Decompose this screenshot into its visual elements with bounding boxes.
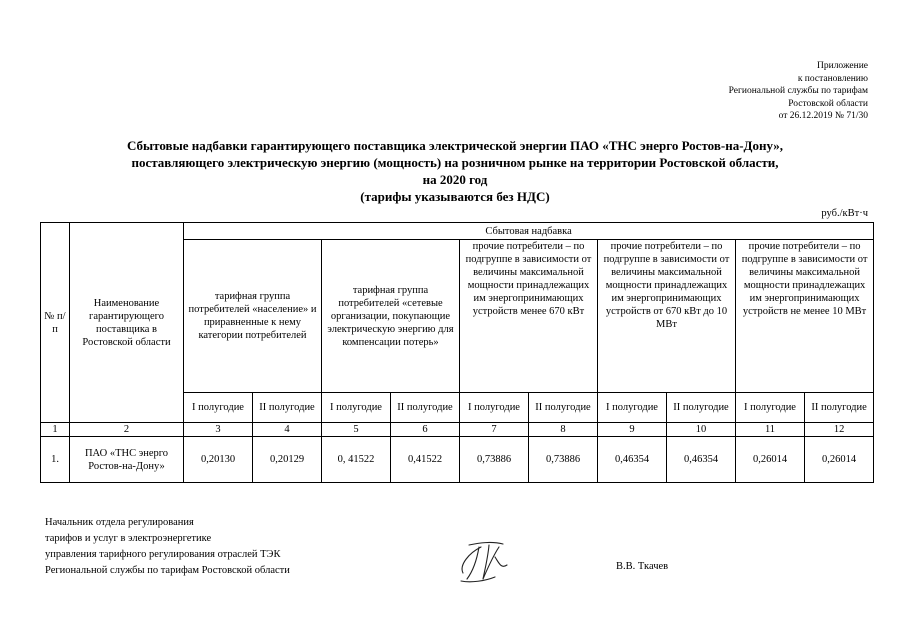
- col-name-header: Наименование гарантирующего поставщика в Ростовской области: [70, 223, 184, 423]
- column-number: 3: [184, 423, 253, 437]
- half-year-2: II полугодие: [667, 393, 736, 423]
- column-number: 10: [667, 423, 736, 437]
- unit-label: руб./кВт·ч: [821, 208, 868, 219]
- column-number: 5: [322, 423, 391, 437]
- group-header-under-670kw: прочие потребители – по подгруппе в зависимости от величины максимальной мощности принадлежащих им энергопринимающих устройств менее 670 кВт: [460, 240, 598, 393]
- half-year-1: I полугодие: [598, 393, 667, 423]
- footer-line: Региональной службы по тарифам Ростовской области: [45, 565, 290, 576]
- document-title: [40, 137, 870, 205]
- group-header-grid-organizations: тарифная группа потребителей «сетевые организации, покупающие электрическую энергию для компенсации потерь»: [322, 240, 460, 393]
- column-number-row: [41, 423, 874, 437]
- signatory-position: [45, 515, 290, 579]
- half-year-1: I полугодие: [322, 393, 391, 423]
- signer-name: В.В. Ткачев: [616, 561, 669, 572]
- tariff-value: 0,20129: [253, 437, 322, 483]
- appendix-line: Ростовской области: [788, 98, 868, 109]
- half-year-2: II полугодие: [805, 393, 874, 423]
- column-number: 9: [598, 423, 667, 437]
- column-number: 11: [736, 423, 805, 437]
- title-line: на 2020 год: [422, 172, 488, 187]
- tariff-value: 0,46354: [667, 437, 736, 483]
- column-number: 7: [460, 423, 529, 437]
- handwritten-signature: [455, 535, 510, 585]
- column-number: 8: [529, 423, 598, 437]
- tariff-value: 0,73886: [460, 437, 529, 483]
- title-line: поставляющего электрическую энергию (мощность) на розничном рынке на территории Ростовской области,: [131, 155, 779, 170]
- tariff-value: 0,20130: [184, 437, 253, 483]
- appendix-line: от 26.12.2019 № 71/30: [778, 111, 868, 121]
- group-header-row: [41, 223, 874, 240]
- half-year-1: I полугодие: [736, 393, 805, 423]
- col-number-header: № п/п: [41, 223, 70, 423]
- half-year-2: II полугодие: [529, 393, 598, 423]
- column-number: 4: [253, 423, 322, 437]
- half-year-1: I полугодие: [184, 393, 253, 423]
- title-line: Сбытовые надбавки гарантирующего поставщика электрической энергии ПАО «ТНС энерго Ростов-на-Дону»,: [126, 138, 784, 153]
- tariff-value: 0,41522: [391, 437, 460, 483]
- footer-line: тарифов и услуг в электроэнергетике: [45, 533, 212, 544]
- tariff-value: 0,46354: [598, 437, 667, 483]
- half-year-2: II полугодие: [253, 393, 322, 423]
- column-number: 12: [805, 423, 874, 437]
- group-header-population: тарифная группа потребителей «население» и приравненные к нему категории потребителей: [184, 240, 322, 393]
- row-number: 1.: [41, 437, 70, 483]
- half-year-1: I полугодие: [460, 393, 529, 423]
- title-line: (тарифы указываются без НДС): [360, 189, 550, 204]
- column-number: 1: [41, 423, 70, 437]
- tariff-table: [40, 222, 874, 483]
- group-header-over-10mw: прочие потребители – по подгруппе в зависимости от величины максимальной мощности принадлежащих им энергопринимающих устройств не менее 10 МВт: [736, 240, 874, 393]
- table-row: [41, 437, 874, 483]
- tariff-value: 0, 41522: [322, 437, 391, 483]
- column-number: 6: [391, 423, 460, 437]
- footer-line: управления тарифного регулирования отраслей ТЭК: [45, 549, 281, 560]
- tariff-value: 0,73886: [529, 437, 598, 483]
- tariff-value: 0,26014: [736, 437, 805, 483]
- half-year-2: II полугодие: [391, 393, 460, 423]
- column-number: 2: [70, 423, 184, 437]
- appendix-block: [729, 60, 868, 123]
- footer-line: Начальник отдела регулирования: [45, 517, 194, 528]
- appendix-line: к постановлению: [797, 73, 868, 84]
- tariff-value: 0,26014: [805, 437, 874, 483]
- appendix-line: Приложение: [817, 61, 868, 71]
- appendix-line: Региональной службы по тарифам: [728, 86, 868, 96]
- supplier-name: ПАО «ТНС энерго Ростов-на-Дону»: [70, 437, 184, 483]
- group-header-670kw-10mw: прочие потребители – по подгруппе в зависимости от величины максимальной мощности принадлежащих им энергопринимающих устройств от 670 кВт до 10 МВт: [598, 240, 736, 393]
- markup-group-header: Сбытовая надбавка: [184, 223, 874, 240]
